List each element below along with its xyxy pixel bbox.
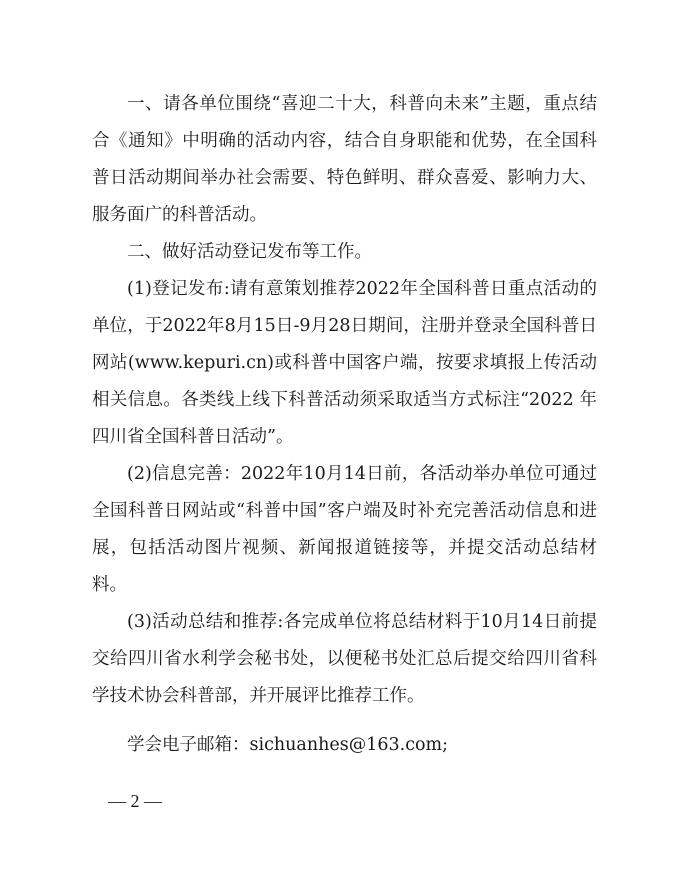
paragraph-summary-recommendation: (3)活动总结和推荐:各完成单位将总结材料于10月14日前提交给四川省水利学会秘书处，以便秘书处汇总后提交给四川省科学技术协会科普部，并开展评比推荐工作。 bbox=[92, 612, 597, 706]
paragraph-theme: 一、请各单位围绕“喜迎二十大，科普向未来”主题，重点结合《通知》中明确的活动内容，结合自身职能和优势，在全国科普日活动期间举办社会需要、特色鲜明、群众喜爱、影响力大、服务面广的科普活动。 bbox=[92, 94, 597, 225]
paragraph-info-completion: (2)信息完善：2022年10月14日前，各活动举办单位可通过全国科普日网站或“科普中国”客户端及时补充完善活动信息和进展，包括活动图片视频、新闻报道链接等，并提交活动总结材料。 bbox=[92, 464, 597, 595]
paragraph-registration-heading: 二、做好活动登记发布等工作。 bbox=[127, 242, 372, 262]
contact-email: 学会电子邮箱：sichuanhes@163.com; bbox=[127, 735, 449, 755]
page-number: — 2 — bbox=[108, 791, 162, 811]
document-body bbox=[92, 86, 597, 715]
paragraph-registration: (1)登记发布:请有意策划推荐2022年全国科普日重点活动的单位，于2022年8月15日-9月28日期间，注册并登录全国科普日网站(www.kepuri.cn)或科普中国客户端，按要求填报上传活动相关信息。各类线上线下科普活动须采取适当方式标注“2022 年四川省全国科普日活动”。 bbox=[92, 279, 597, 447]
